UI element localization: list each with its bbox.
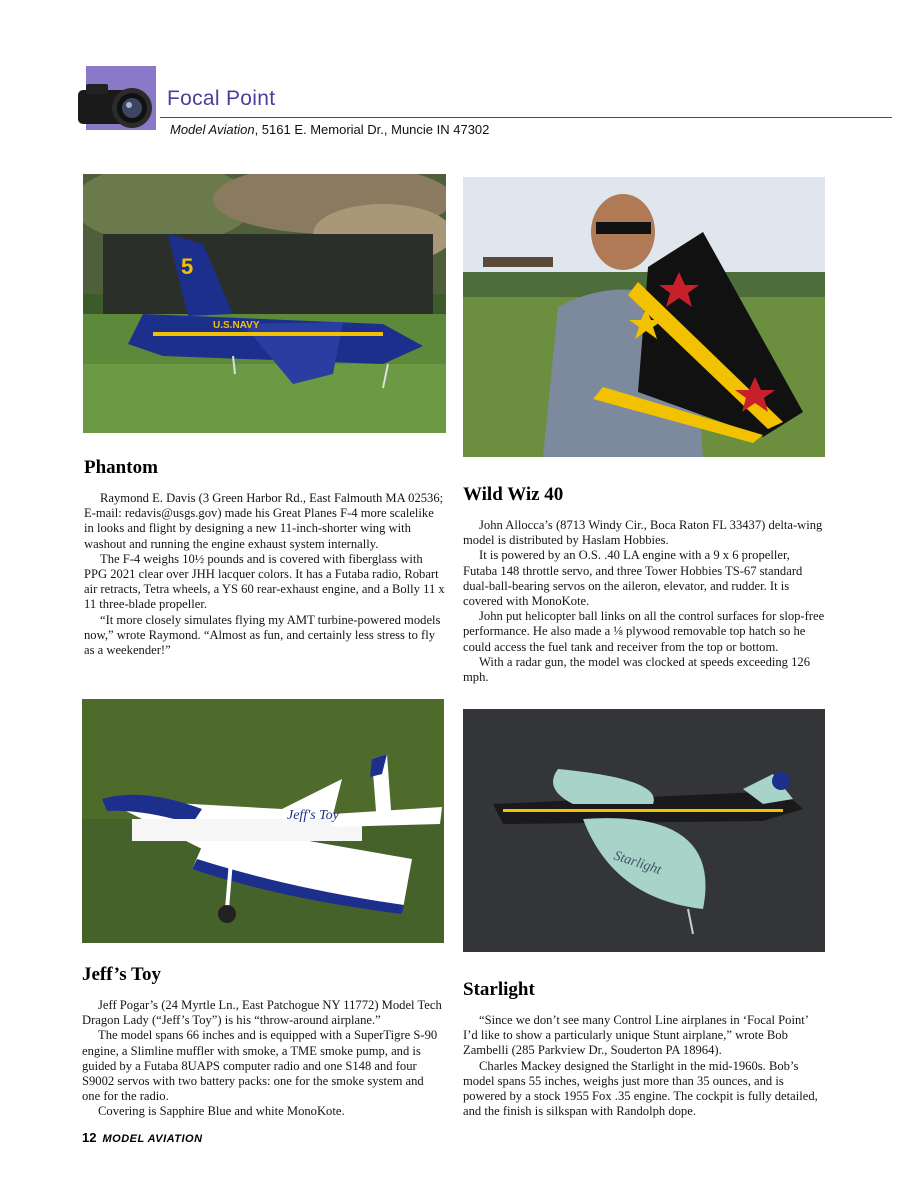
- magazine-name: MODEL AVIATION: [102, 1133, 203, 1145]
- page-number: 12: [82, 1130, 97, 1145]
- plane-signature: Jeff's Toy: [287, 808, 339, 823]
- starlight-photo: [463, 709, 825, 952]
- header-divider: [160, 117, 892, 118]
- address-text: , 5161 E. Memorial Dr., Muncie IN 47302: [254, 122, 490, 137]
- jeffs-toy-heading: Jeff’s Toy: [82, 964, 161, 985]
- phantom-paragraph: “It more closely simulates flying my AMT turbine-powered models now,” wrote Raymond. “Almost as fun, and certainly less stress to fly as a weekender!”: [84, 612, 441, 658]
- section-title: Focal Point: [167, 87, 276, 110]
- jeffs-toy-paragraph: Covering is Sapphire Blue and white MonoKote.: [98, 1104, 345, 1119]
- starlight-heading: Starlight: [463, 979, 535, 1000]
- wild-wiz-paragraph: John Allocca’s (8713 Windy Cir., Boca Raton FL 33437) delta-wing model is distributed by Haslam Hobbies.: [463, 518, 823, 548]
- phantom-heading: Phantom: [84, 457, 158, 478]
- starlight-body: [463, 1013, 825, 1119]
- phantom-paragraph: The F-4 weighs 10½ pounds and is covered with fiberglass with PPG 2021 clear over JHH lacquer colors. It has a Futaba radio, Robart air retracts, Tetra wheels, a YS 60 rear-exhaust engine, and a Bolly 11 x 11 three-blade propeller.: [84, 551, 445, 612]
- phantom-photo: [83, 174, 446, 433]
- wild-wiz-heading: Wild Wiz 40: [463, 484, 564, 505]
- wild-wiz-photo: [463, 177, 825, 457]
- wild-wiz-paragraph: With a radar gun, the model was clocked at speeds exceeding 126 mph.: [463, 654, 811, 685]
- tail-number: 5: [181, 254, 194, 279]
- jeffs-toy-body: [82, 998, 444, 1120]
- starlight-paragraph: Charles Mackey designed the Starlight in the mid-1960s. Bob’s model spans 55 inches, weighs just more than 35 ounces, and is powered by a stock 1955 Fox .35 engine. The cockpit is fully detailed, and the finish is silkspan with Randolph dope.: [463, 1058, 818, 1119]
- phantom-paragraph: Raymond E. Davis (3 Green Harbor Rd., East Falmouth MA 02536; E-mail: redavis@usgs.gov) made his Great Planes F-4 more scalelike in looks and flight by designing a new 11-inch-shorter wing with washout and running the engine exhaust system internally.: [84, 491, 444, 551]
- wild-wiz-paragraph: John put helicopter ball links on all the control surfaces for slop-free performance. He also made a ⅛ plywood removable top hatch so he could access the fuel tank and receiver from the top or bottom.: [463, 609, 825, 654]
- publication-name: Model Aviation: [170, 122, 255, 137]
- wild-wiz-body: [463, 518, 825, 685]
- starlight-paragraph: “Since we don’t see many Control Line airplanes in ‘Focal Point’ I’d like to show a particularly unique Stunt airplane,” wrote Bob Zambelli (285 Parkview Dr., Souderton PA 18964).: [463, 1013, 808, 1058]
- jeffs-toy-photo: [82, 699, 444, 943]
- wing-lettering: Starlight: [611, 848, 664, 878]
- header-address: [170, 122, 489, 137]
- page-footer: [82, 1130, 203, 1145]
- camera-icon: [78, 64, 158, 134]
- jeffs-toy-paragraph: Jeff Pogar’s (24 Myrtle Ln., East Patchogue NY 11772) Model Tech Dragon Lady (“Jeff’s Toy”) is his “throw-around airplane.”: [82, 998, 442, 1028]
- fuselage-marking: U.S.NAVY: [213, 320, 260, 331]
- wild-wiz-paragraph: It is powered by an O.S. .40 LA engine with a 9 x 6 propeller, Futaba 148 throttle servo, and three Tower Hobbies TS-67 standard dual-ball-bearing servos on the aileron, elevator, and rudder. It is covered with MonoKote.: [463, 548, 803, 609]
- phantom-body: [84, 491, 446, 658]
- jeffs-toy-paragraph: The model spans 66 inches and is equipped with a SuperTigre S-90 engine, a Slimline muffler with smoke, a TME smoke pump, and is guided by a Futaba 8UAPS computer radio and one S148 and four S9002 servos with two battery packs: one for the smoke system and one for the radio.: [82, 1028, 438, 1104]
